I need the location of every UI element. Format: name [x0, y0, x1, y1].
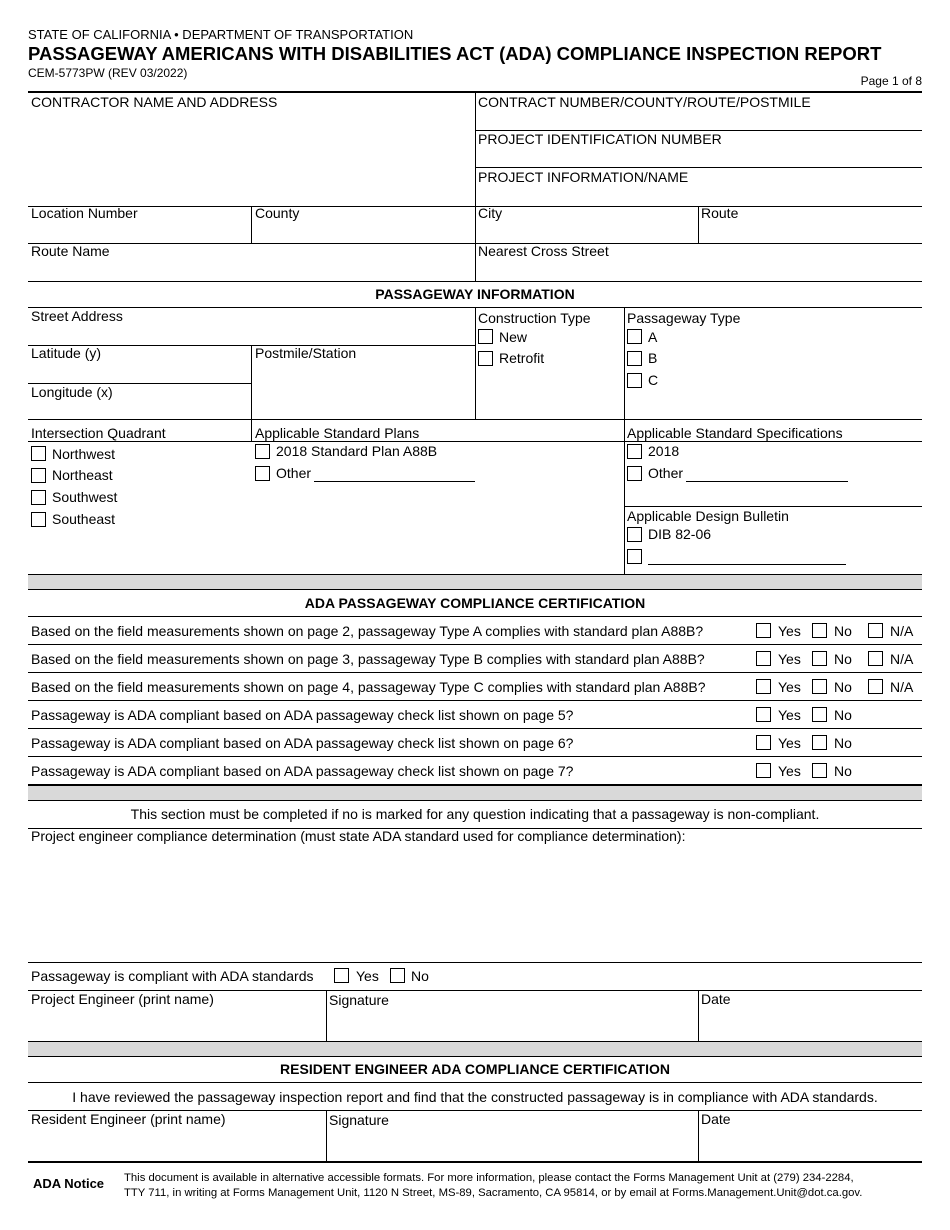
question-3-no-checkbox[interactable] [812, 679, 827, 694]
row-line [28, 962, 922, 963]
longitude-label: Longitude (x) [31, 384, 113, 400]
std-plan-a88b-label: 2018 Standard Plan A88B [276, 443, 438, 459]
divider [698, 990, 699, 1041]
spec-2018-checkbox[interactable] [627, 444, 642, 459]
question-row-line [28, 672, 922, 673]
compliant-no-label: No [411, 968, 429, 984]
city-label: City [478, 205, 503, 221]
question-row-line [28, 756, 922, 757]
row-line [28, 281, 922, 282]
section-band [28, 574, 922, 590]
passageway-type-label: Passageway Type [627, 310, 741, 326]
divider [251, 345, 252, 419]
question-row-line [28, 700, 922, 701]
question-5-no-label: No [834, 735, 852, 751]
agency-line: STATE OF CALIFORNIA • DEPARTMENT OF TRANSPORTATION [28, 27, 414, 42]
type-b-checkbox[interactable] [627, 351, 642, 366]
southeast-label: Southeast [52, 511, 116, 527]
row-line [28, 1082, 922, 1083]
construction-type-label: Construction Type [478, 310, 591, 326]
question-3-yes-label: Yes [778, 679, 801, 695]
question-1-no-checkbox[interactable] [812, 623, 827, 638]
divider [698, 1110, 699, 1161]
dib-82-06-checkbox[interactable] [627, 527, 642, 542]
question-4-no-label: No [834, 707, 852, 723]
route-label: Route [701, 205, 739, 221]
pe-name-label: Project Engineer (print name) [31, 991, 214, 1007]
question-row-line [28, 728, 922, 729]
bottom-rule [28, 1161, 922, 1163]
spec-2018-label: 2018 [648, 443, 680, 459]
new-checkbox[interactable] [478, 329, 493, 344]
compliant-yes-checkbox[interactable] [334, 968, 349, 983]
contractor-label: CONTRACTOR NAME AND ADDRESS [31, 94, 278, 110]
std-plan-other-checkbox[interactable] [255, 466, 270, 481]
retrofit-label: Retrofit [499, 350, 545, 366]
question-3-yes-checkbox[interactable] [756, 679, 771, 694]
ada-notice-line2: TTY 711, in writing at Forms Management Unit, 1120 N Street, MS-89, Sacramento, CA 95814, or by email at Forms.Management.Unit@dot.ca.gov. [124, 1187, 863, 1199]
question-4-no-checkbox[interactable] [812, 707, 827, 722]
contract-number-label: CONTRACT NUMBER/COUNTY/ROUTE/POSTMILE [478, 94, 811, 110]
divider [698, 206, 699, 243]
street-address-label: Street Address [31, 308, 123, 324]
form-title: PASSAGEWAY AMERICANS WITH DISABILITIES ACT (ADA) COMPLIANCE INSPECTION REPORT [28, 43, 882, 64]
question-3-na-checkbox[interactable] [868, 679, 883, 694]
page-number: Page 1 of 8 [860, 74, 922, 88]
question-3-na-label: N/A [890, 679, 914, 695]
question-1-na-checkbox[interactable] [868, 623, 883, 638]
row-line [28, 616, 922, 617]
design-bulletin-label: Applicable Design Bulletin [627, 508, 789, 524]
determination-field[interactable] [28, 846, 922, 960]
type-a-checkbox[interactable] [627, 329, 642, 344]
passageway-info-heading: PASSAGEWAY INFORMATION [375, 286, 575, 302]
southwest-checkbox[interactable] [31, 490, 46, 505]
question-5-text: Passageway is ADA compliant based on ADA passageway check list shown on page 6? [31, 735, 574, 751]
divider [475, 92, 476, 281]
new-label: New [499, 329, 528, 345]
route-name-label: Route Name [31, 243, 110, 259]
quadrant-label: Intersection Quadrant [31, 425, 166, 441]
noncompliance-note: This section must be completed if no is marked for any question indicating that a passageway is non-compliant. [130, 806, 820, 822]
pe-signature-label: Signature [329, 992, 389, 1008]
resident-heading: RESIDENT ENGINEER ADA COMPLIANCE CERTIFICATION [280, 1061, 670, 1077]
divider [475, 307, 476, 419]
project-info-label: PROJECT INFORMATION/NAME [478, 169, 689, 185]
question-6-yes-label: Yes [778, 763, 801, 779]
question-2-na-label: N/A [890, 651, 914, 667]
form-id: CEM-5773PW (REV 03/2022) [28, 66, 188, 80]
re-date-label: Date [701, 1111, 731, 1127]
re-name-label: Resident Engineer (print name) [31, 1111, 226, 1127]
question-2-text: Based on the field measurements shown on page 3, passageway Type B complies with standard plan A88B? [31, 651, 705, 667]
divider [251, 419, 252, 441]
std-plan-a88b-checkbox[interactable] [255, 444, 270, 459]
northeast-checkbox[interactable] [31, 468, 46, 483]
question-2-no-checkbox[interactable] [812, 651, 827, 666]
dib-other-field[interactable] [648, 564, 846, 565]
northwest-label: Northwest [52, 446, 116, 462]
divider [251, 206, 252, 243]
ada-notice-label: ADA Notice [33, 1176, 105, 1191]
divider [326, 1110, 327, 1161]
question-4-yes-checkbox[interactable] [756, 707, 771, 722]
row-line [28, 243, 922, 244]
std-specs-label: Applicable Standard Specifications [627, 425, 843, 441]
question-5-yes-checkbox[interactable] [756, 735, 771, 750]
question-1-yes-checkbox[interactable] [756, 623, 771, 638]
northwest-checkbox[interactable] [31, 446, 46, 461]
row-line [28, 206, 922, 207]
project-id-label: PROJECT IDENTIFICATION NUMBER [478, 131, 722, 147]
std-plan-other-field[interactable] [314, 481, 475, 482]
row-line [28, 419, 922, 420]
row-line [624, 506, 922, 507]
question-4-yes-label: Yes [778, 707, 801, 723]
postmile-label: Postmile/Station [255, 345, 357, 361]
resident-statement: I have reviewed the passageway inspection report and find that the constructed passageway is in compliance with ADA standards. [72, 1089, 878, 1105]
divider [326, 990, 327, 1041]
question-6-text: Passageway is ADA compliant based on ADA passageway check list shown on page 7? [31, 763, 574, 779]
ada-notice-line1: This document is available in alternative accessible formats. For more information, please contact the Forms Management Unit at (279) 234-2284, [124, 1172, 854, 1184]
question-row-line [28, 644, 922, 645]
question-6-yes-checkbox[interactable] [756, 763, 771, 778]
re-signature-label: Signature [329, 1112, 389, 1128]
cross-street-label: Nearest Cross Street [478, 243, 609, 259]
question-1-no-label: No [834, 623, 852, 639]
dib-other-checkbox[interactable] [627, 549, 642, 564]
question-4-text: Passageway is ADA compliant based on ADA passageway check list shown on page 5? [31, 707, 574, 723]
county-label: County [255, 205, 300, 221]
southeast-checkbox[interactable] [31, 512, 46, 527]
type-a-label: A [648, 329, 658, 345]
question-1-yes-label: Yes [778, 623, 801, 639]
certification-heading: ADA PASSAGEWAY COMPLIANCE CERTIFICATION [304, 595, 646, 611]
type-b-label: B [648, 350, 658, 366]
spec-other-label: Other [648, 465, 684, 481]
question-2-yes-label: Yes [778, 651, 801, 667]
spec-other-field[interactable] [686, 481, 848, 482]
question-2-no-label: No [834, 651, 852, 667]
question-1-text: Based on the field measurements shown on page 2, passageway Type A complies with standard plan A88B? [31, 623, 704, 639]
question-2-na-checkbox[interactable] [868, 651, 883, 666]
question-3-text: Based on the field measurements shown on page 4, passageway Type C complies with standard plan A88B? [31, 679, 706, 695]
question-1-na-label: N/A [890, 623, 914, 639]
section-band [28, 1041, 922, 1057]
question-5-no-checkbox[interactable] [812, 735, 827, 750]
section-band [28, 785, 922, 801]
question-2-yes-checkbox[interactable] [756, 651, 771, 666]
question-6-no-checkbox[interactable] [812, 763, 827, 778]
type-c-checkbox[interactable] [627, 373, 642, 388]
row-line [475, 167, 922, 168]
northeast-label: Northeast [52, 467, 113, 483]
pe-date-label: Date [701, 991, 731, 1007]
contractor-field[interactable] [28, 110, 473, 204]
spec-other-checkbox[interactable] [627, 466, 642, 481]
question-5-yes-label: Yes [778, 735, 801, 751]
determination-label: Project engineer compliance determination (must state ADA standard used for compliance determination): [31, 828, 686, 844]
location-number-label: Location Number [31, 205, 138, 221]
latitude-label: Latitude (y) [31, 345, 102, 361]
question-3-no-label: No [834, 679, 852, 695]
compliant-no-checkbox[interactable] [390, 968, 405, 983]
std-plans-label: Applicable Standard Plans [255, 425, 420, 441]
compliant-yes-label: Yes [356, 968, 379, 984]
type-c-label: C [648, 372, 659, 388]
question-6-no-label: No [834, 763, 852, 779]
std-plan-other-label: Other [276, 465, 312, 481]
southwest-label: Southwest [52, 489, 118, 505]
retrofit-checkbox[interactable] [478, 351, 493, 366]
dib-82-06-label: DIB 82-06 [648, 526, 712, 542]
row-line [28, 441, 922, 442]
compliant-question: Passageway is compliant with ADA standards [31, 968, 314, 984]
